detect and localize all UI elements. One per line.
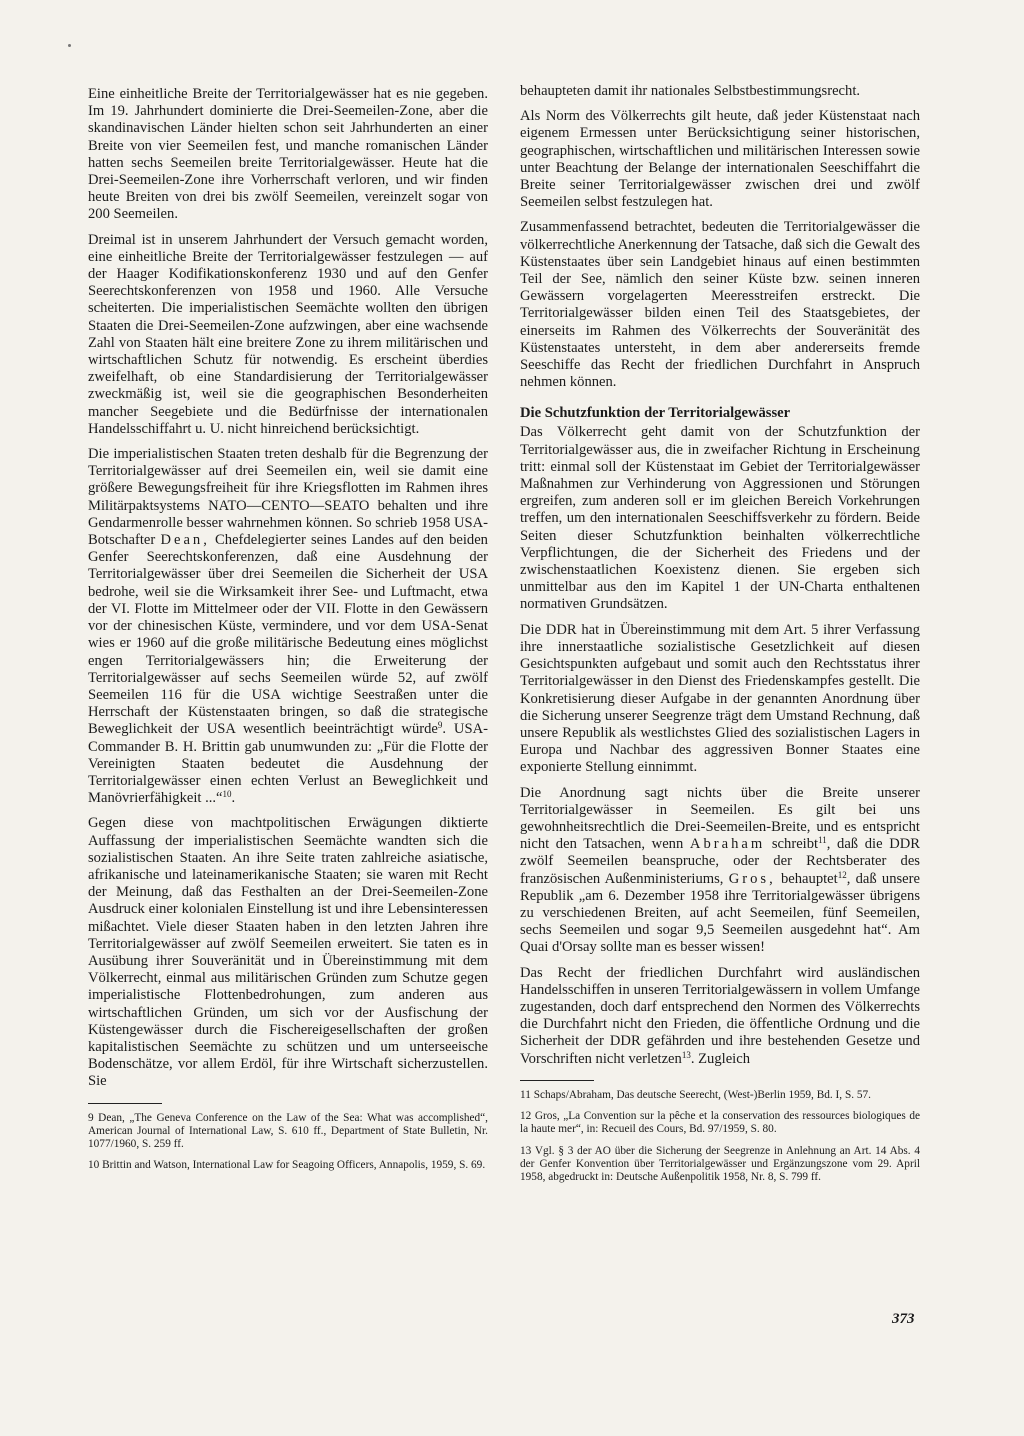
footnote: 9 Dean, „The Geneva Conference on the Law of the Sea: What was accomplished“, American Journal of International Law, S. 610 ff., Department of State Bulletin, Nr. 1077/1960, S. 259 ff. <box>88 1111 488 1151</box>
author-name: Dean, <box>160 532 210 549</box>
text-run: . <box>231 790 236 807</box>
text-run: . USA-Commander B. H. Brittin gab unumwunden zu: „Für die Flotte der Vereinigten Staaten bedeutet die Ausdehnung der Territorialgewässer einen echten Verlust an Beweglichkeit und Manövrierfähigkeit ...“ <box>88 721 488 807</box>
text-run: Chefdelegierter seines Landes auf den beiden Genfer Seerechtskonferenzen, daß eine Ausdehnung der Territorialgewässer über drei Seemeilen die Sicherheit der USA bedrohe, weil sie die Wirksamkeit ihrer See- und Luftmacht, etwa der VI. Flotte im Mittelmeer oder der VII. Flotte in den Gewässern vor der chinesischen Küste, vermindere, und vor dem USA-Senat wies er 1960 auf die große militärische Bedeutung eines möglichst engen Territorialgewässers hin; die Erweiterung der Territorialgewässer auf sechs Seemeilen würde 52, auf zwölf Seemeilen 116 für die USA wichtige Seestraßen unter die Herrschaft der Küstenstaaten bringen, so daß die strategische Beweglichkeit der USA wesentlich beeinträchtigt würde <box>88 532 488 738</box>
text-run: , daß unsere Republik „am 6. Dezember 1958 ihre Territorialgewässer übrigens zu verschiedenen Breiten, auf acht Seemeilen, fünf Seemeilen, sechs Seemeilen und sogar 9,5 Seemeilen ausgedehnt hat“. Am Quai d'Orsay sollte man es besser wissen! <box>520 870 920 956</box>
footnote: 11 Schaps/Abraham, Das deutsche Seerecht, (West-)Berlin 1959, Bd. I, S. 57. <box>520 1088 871 1101</box>
author-name: Gros, <box>728 870 776 887</box>
text-run: Das Recht der friedlichen Durchfahrt wird ausländischen Handelsschiffen in unseren Territorialgewässern in vollem Umfange zugestanden, doch darf entsprechend den Normen des Völkerrechts die Durchfahrt nicht den Frieden, die öffentliche Ordnung und die Sicherheit der DDR gefährden und ihre bestehenden Gesetze und Vorschriften nicht verletzen <box>520 964 920 1067</box>
paragraph: Dreimal ist in unserem Jahrhundert der Versuch gemacht worden, eine einheitliche Breite der Territorialgewässer festzulegen — auf der Haager Kodifikationskonferenz 1930 und auf den Genfer Seerechtskonferenzen von 1958 und 1960. Alle Versuche scheiterten. Die imperialistischen Seemächte wollten den übrigen Staaten die Drei-Seemeilen-Zone aufzwingen, aber eine wachsende Zahl von Staaten hält eine breitere Zone zu ihrem militärischen und wirtschaftlichen Schutz für notwendig. Es erscheint überdies zweifelhaft, ob eine Standardisierung der Territorialgewässer zweckmäßig ist, weil sie die geographischen Besonderheiten mancher Seegebiete und die Bedürfnisse der internationalen Handelsschiffahrt u. U. nicht hinreichend berücksichtigt. <box>88 231 488 437</box>
paragraph: Als Norm des Völkerrechts gilt heute, daß jeder Küstenstaat nach eigenem Ermessen unter Berücksichtigung seiner historischen, geographischen, wirtschaftlichen und militärischen Interessen sowie unter Beachtung der Belange der internationalen Seeschiffahrt die Breite seiner Territorialgewässer zwischen drei und zwölf Seemeilen selbst festzulegen hat. <box>520 108 920 211</box>
paragraph: Gegen diese von machtpolitischen Erwägungen diktierte Auffassung der imperialistischen Seemächte wandten sich die sozialistischen Staaten. An ihre Seite traten zahlreiche asiatische, afrikanische und lateinamerikanische Staaten; sie waren mit Recht der Meinung, daß das Festhalten an der Drei-Seemeilen-Zone Ausdruck einer kolonialen Einstellung ist und ihre Lebensinteressen mißachtet. Viele dieser Staaten haben in den letzten Jahren ihre Territorialgewässer auf zwölf Seemeilen erweitert. Sie taten es in Ausübung ihrer Souveränität und in Übereinstimmung mit dem Völkerrecht, einmal aus militärischen Gründen zum Schutze gegen imperialistische Flottenbedrohungen, zum anderen aus wirtschaftlichen Gründen, um sich vor der Ausfischung der Küstengewässer durch die Fischereigesellschaften der großen kapitalistischen Seemächte zu schützen und um unterseeische Bodenschätze, vor allem Erdöl, für ihre Wirtschaft sicherzustellen. Sie <box>88 815 488 1090</box>
paragraph <box>88 446 488 807</box>
footnote-ref[interactable]: 13 <box>681 1049 691 1060</box>
paragraph <box>520 785 920 957</box>
footnote: 10 Brittin and Watson, International Law for Seagoing Officers, Annapolis, 1959, S. 69. <box>88 1159 486 1172</box>
footnote-ref[interactable]: 12 <box>837 869 847 880</box>
paragraph: behaupteten damit ihr nationales Selbstbestimmungsrecht. <box>520 83 861 99</box>
section-heading: Die Schutzfunktion der Territorialgewässer <box>520 405 791 422</box>
text-run: behauptet <box>780 870 838 887</box>
paragraph: Zusammenfassend betrachtet, bedeuten die Territorialgewässer die völkerrechtliche Anerkennung der Tatsache, daß sich die Gewalt des Küstenstaates über sein Landgebiet hinaus auf einen bestimmten Teil der See, nämlich den seiner Küste bzw. seinen inneren Gewässern vorgelagerten Meeresstreifen erstreckt. Die Territorialgewässer bilden einen Teil des Staatsgebietes, der einerseits im Rahmen des Völkerrechts der Souveränität des Küstenstaates untersteht, in dem aber andererseits fremde Seeschiffe das Recht der friedlichen Durchfahrt in Anspruch nehmen können. <box>520 219 920 391</box>
footnote-ref[interactable]: 10 <box>222 789 232 800</box>
paragraph: Die DDR hat in Übereinstimmung mit dem Art. 5 ihrer Verfassung ihre innerstaatliche sozialistische Gesetzlichkeit auf diesen Gesichtspunkten aufgebaut und somit auch den Rechtsstatus ihrer Territorialgewässer in den Dienst des Friedenskampfes gestellt. Die Konkretisierung dieser Aufgabe in der genannten Anordnung über die Sicherung unserer Seegrenze trägt dem Umstand Rechnung, daß unsere Republik als westlichstes Glied des sozialistischen Lagers in Europa und Nachbar des aggressiven Bonner Staates eine exponierte Stellung einnimmt. <box>520 621 920 776</box>
text-run: schreibt <box>771 836 819 853</box>
text-run: , daß die DDR zwölf Seemeilen beanspruche, oder der Rechtsberater des französischen Außenministeriums, <box>520 836 921 887</box>
right-column <box>520 83 921 1193</box>
footnote-rule <box>520 1080 594 1081</box>
footnote-ref[interactable]: 9 <box>437 720 443 731</box>
scan-speck <box>68 44 71 47</box>
page-number: 373 <box>892 1311 915 1327</box>
text-run: . Zugleich <box>690 1050 750 1067</box>
footnote: 13 Vgl. § 3 der AO über die Sicherung der Seegrenze in Anlehnung an Art. 14 Abs. 4 der Genfer Konvention über Territorialgewässer und Ergänzungszone vom 29. April 1958, abgedruckt in: Deutsche Außenpolitik 1958, Nr. 8, S. 799 ff. <box>520 1144 920 1184</box>
paragraph <box>520 965 920 1068</box>
paragraph: Eine einheitliche Breite der Territorialgewässer hat es nie gegeben. Im 19. Jahrhundert dominierte die Drei-Seemeilen-Zone, aber die skandinavischen Länder hielten schon seit Jahrhunderten an einer Breite von vier Seemeilen fest, und manche romanischen Länder hatten sechs Seemeilen breite Territorialgewässer. Heute hat die Drei-Seemeilen-Zone ihre Vorherrschaft verloren, und wir finden heute Breiten von drei bis zwölf Seemeilen, vereinzelt sogar von 200 Seemeilen. <box>88 86 488 223</box>
text-run: Die imperialistischen Staaten treten deshalb für die Begrenzung der Territorialgewässer auf drei Seemeilen ein, weil sie damit eine größere Bewegungsfreiheit für ihre Kriegsflotten im Rahmen ihres Militärpaktsystems NATO—CENTO—SEATO behalten und ihre Gendarmenrolle besser wahrnehmen können. So schrieb 1958 USA-Botschafter <box>88 446 488 549</box>
text-run: Die Anordnung sagt nichts über die Breite unserer Territorialgewässer in Seemeilen. Es gilt bei uns gewohnheitsrechtlich die Drei-Seemeilen-Breite, und es entspricht nicht den Tatsachen, wenn <box>520 784 920 853</box>
footnote: 12 Gros, „La Convention sur la pêche et la conservation des ressources biologiques de la haute mer“, in: Recueil des Cours, Bd. 97/1959, S. 80. <box>520 1110 920 1136</box>
paragraph: Das Völkerrecht geht damit von der Schutzfunktion der Territorialgewässer aus, die in zweifacher Richtung in Erscheinung tritt: einmal soll der Küstenstaat im Gebiet der Territorialgewässer Maßnahmen zur Verhinderung von Aggressionen und Störungen ergreifen, zum anderen soll er im gleichen Bereich Vorkehrungen treffen, um den internationalen Seeschiffsverkehr zu fördern. Beide Seiten dieser Schutzfunktion beinhalten völkerrechtliche Verpflichtungen, die der Sicherheit des Friedens und der zwischenstaatlichen Koexistenz dienen. Sie ergeben sich unmittelbar aus den im Kapitel 1 der UN-Charta enthaltenen normativen Grundsätzen. <box>520 424 920 613</box>
author-name: Abraham <box>689 836 766 853</box>
footnote-rule <box>88 1103 162 1104</box>
footnote-ref[interactable]: 11 <box>818 835 827 846</box>
left-column <box>88 86 488 1181</box>
